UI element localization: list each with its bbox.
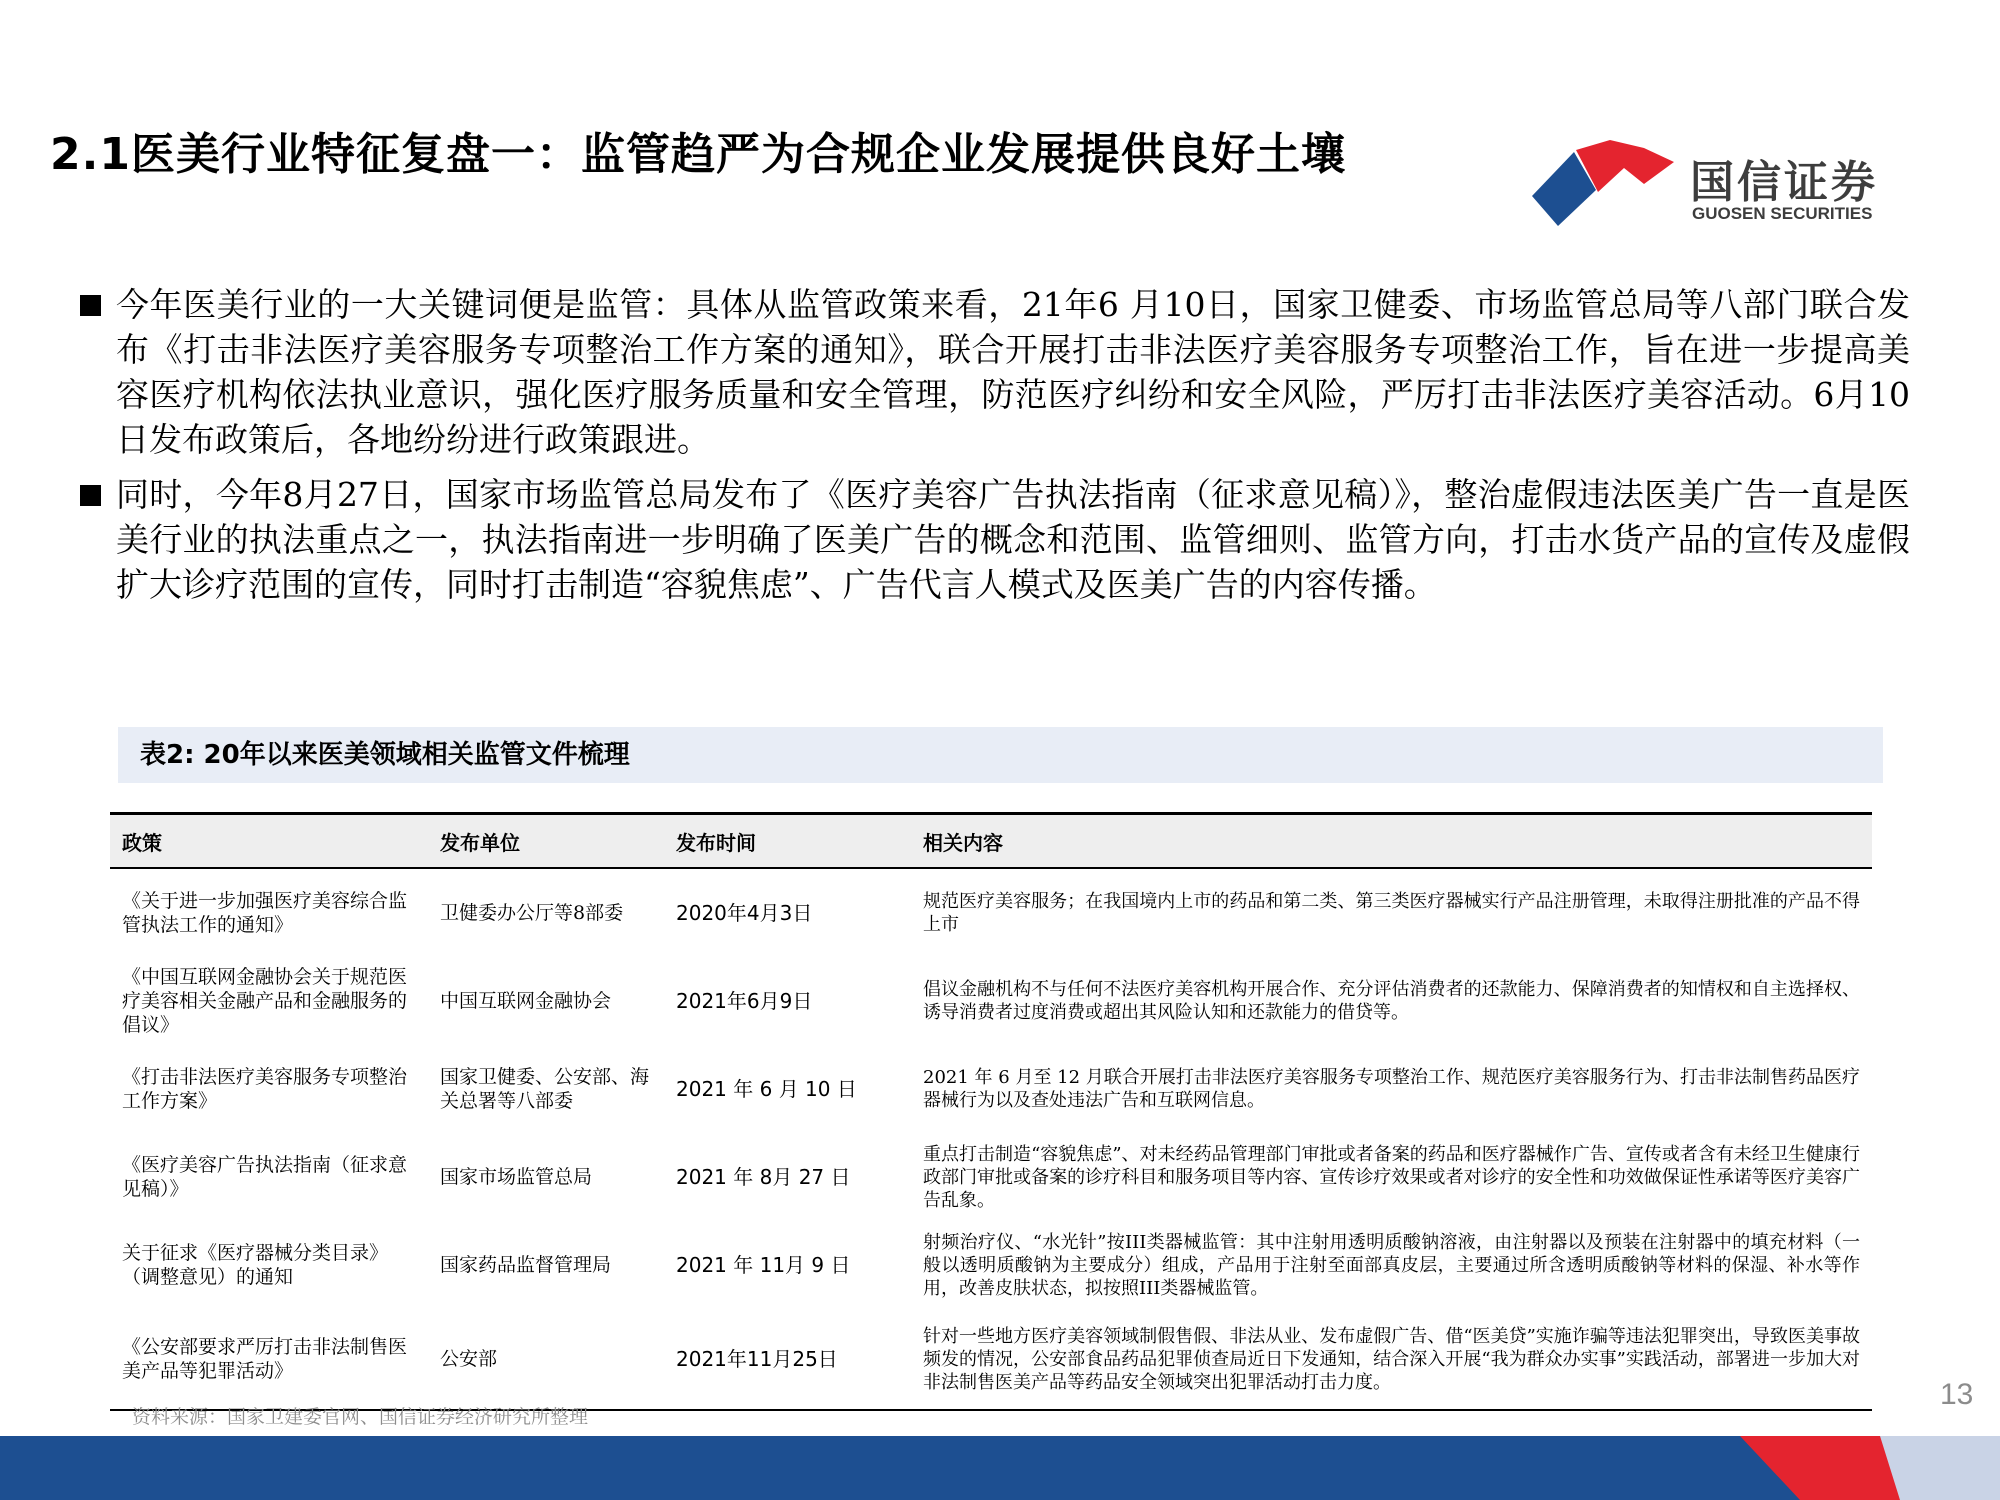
cell-issuer: 国家卫健委、公安部、海关总署等八部委: [440, 1066, 650, 1112]
header-date: 发布时间: [664, 814, 911, 869]
cell-policy: 关于征求《医疗器械分类目录》（调整意见）的通知: [122, 1242, 389, 1288]
header-policy: 政策: [110, 814, 428, 869]
cell-issuer: 卫健委办公厅等8部委: [440, 902, 624, 924]
table-row: [110, 1309, 1872, 1410]
cell-policy: 《公安部要求严厉打击非法制售医美产品等犯罪活动》: [110, 1309, 428, 1410]
bullet-item: [80, 472, 1910, 607]
source-note: 资料来源：国家卫建委官网、国信证券经济研究所整理: [132, 1406, 589, 1428]
header-issuer: 发布单位: [428, 814, 664, 869]
cell-issuer: 国家市场监管总局: [440, 1166, 593, 1188]
cell-policy: 《打击非法医疗美容服务专项整治工作方案》: [122, 1066, 408, 1112]
guosen-logo-icon: [1532, 140, 1682, 230]
bullet-text: 今年医美行业的一大关键词便是监管：具体从监管政策来看，21年6 月10日，国家卫健委、市场监管总局等八部门联合发布《打击非法医疗美容服务专项整治工作方案的通知》，联合开展打击非法医疗美容服务专项整治工作，旨在进一步提高美容医疗机构依法执业意识，强化医疗服务质量和安全管理，防范医疗纠纷和安全风险，严厉打击非法医疗美容活动。6月10日发布政策后，各地纷纷进行政策跟进。: [116, 285, 1910, 459]
table-row: [110, 1045, 1872, 1133]
cell-date: 2021 年 6 月 10 日: [676, 1077, 857, 1101]
square-bullet-icon: [80, 485, 101, 506]
cell-issuer: 中国互联网金融协会: [440, 990, 612, 1012]
table-row: [110, 868, 1872, 957]
cell-content: 2021 年 6 月至 12 月联合开展打击非法医疗美容服务专项整治工作、规范医疗美容服务行为、打击非法制售药品医疗器械行为以及查处违法广告和互联网信息。: [923, 1067, 1860, 1111]
cell-date: 2021 年 11月 9 日: [676, 1253, 851, 1277]
table-header-row: [110, 814, 1872, 869]
cell-content: 规范医疗美容服务；在我国境内上市的药品和第二类、第三类医疗器械实行产品注册管理，未取得注册批准的产品不得上市: [923, 891, 1860, 935]
logo-name-en: GUOSEN SECURITIES: [1692, 204, 1873, 223]
table-row: [110, 957, 1872, 1045]
page-number: 13: [1940, 1378, 1974, 1411]
cell-policy: 《医疗美容广告执法指南（征求意见稿）》: [122, 1154, 408, 1200]
bullet-text: 同时，今年8月27日，国家市场监管总局发布了《医疗美容广告执法指南（征求意见稿）》，整治虚假违法医美广告一直是医美行业的执法重点之一，执法指南进一步明确了医美广告的概念和范围、监管细则、监管方向，打击水货产品的宣传及虚假扩大诊疗范围的宣传，同时打击制造“容貌焦虑”、广告代言人模式及医美广告的内容传播。: [116, 475, 1910, 604]
cell-content: 射频治疗仪、“水光针”按III类器械监管：其中注射用透明质酸钠溶液，由注射器以及预装在注射器中的填充材料（一般以透明质酸钠为主要成分）组成，产品用于注射至面部真皮层，主要通过所含透明质酸钠等材料的保湿、补水等作用，改善皮肤状态，拟按照III类器械监管。: [923, 1231, 1860, 1299]
cell-date: 2021年6月9日: [676, 989, 813, 1013]
cell-issuer: 公安部: [428, 1309, 664, 1410]
guosen-logo: [1532, 140, 1882, 230]
slide-title: 2.1医美行业特征复盘一：监管趋严为合规企业发展提供良好土壤: [50, 129, 1346, 180]
cell-content: 针对一些地方医疗美容领域制假售假、非法从业、发布虚假广告、借“医美贷”实施诈骗等违法犯罪突出，导致医美事故频发的情况，公安部食品药品犯罪侦查局近日下发通知，结合深入开展“我为群众办实事”实践活动，部署进一步加大对非法制售医美产品等药品安全领域突出犯罪活动打击力度。: [911, 1309, 1872, 1410]
logo-name-cn: 国信证券: [1690, 157, 1878, 208]
table-row: [110, 1133, 1872, 1221]
cell-policy: 《中国互联网金融协会关于规范医疗美容相关金融产品和金融服务的倡议》: [122, 966, 408, 1036]
bullet-item: [80, 282, 1910, 462]
cell-policy: 《关于进一步加强医疗美容综合监管执法工作的通知》: [122, 890, 408, 936]
cell-content: 倡议金融机构不与任何不法医疗美容机构开展合作、充分评估消费者的还款能力、保障消费者的知情权和自主选择权、诱导消费者过度消费或超出其风险认知和还款能力的借贷等。: [923, 979, 1860, 1023]
cell-date: 2021年11月25日: [664, 1309, 911, 1410]
cell-content: 重点打击制造“容貌焦虑”、对未经药品管理部门审批或者备案的药品和医疗器械作广告、宣传或者含有未经卫生健康行政部门审批或备案的诊疗科目和服务项目等内容、宣传诊疗效果或者对诊疗的安全性和功效做保证性承诺等医疗美容广告乱象。: [923, 1143, 1860, 1211]
table-row: [110, 1221, 1872, 1309]
cell-date: 2020年4月3日: [676, 901, 813, 925]
bullet-list: [80, 282, 1910, 617]
cell-date: 2021 年 8月 27 日: [676, 1165, 851, 1189]
header-content: 相关内容: [911, 814, 1872, 869]
cell-issuer: 国家药品监督管理局: [440, 1254, 612, 1276]
footer-band: [0, 1436, 2000, 1500]
table-caption: 表2: 20年以来医美领域相关监管文件梳理: [118, 727, 1883, 783]
square-bullet-icon: [80, 295, 101, 316]
regulation-table: [110, 812, 1872, 1411]
